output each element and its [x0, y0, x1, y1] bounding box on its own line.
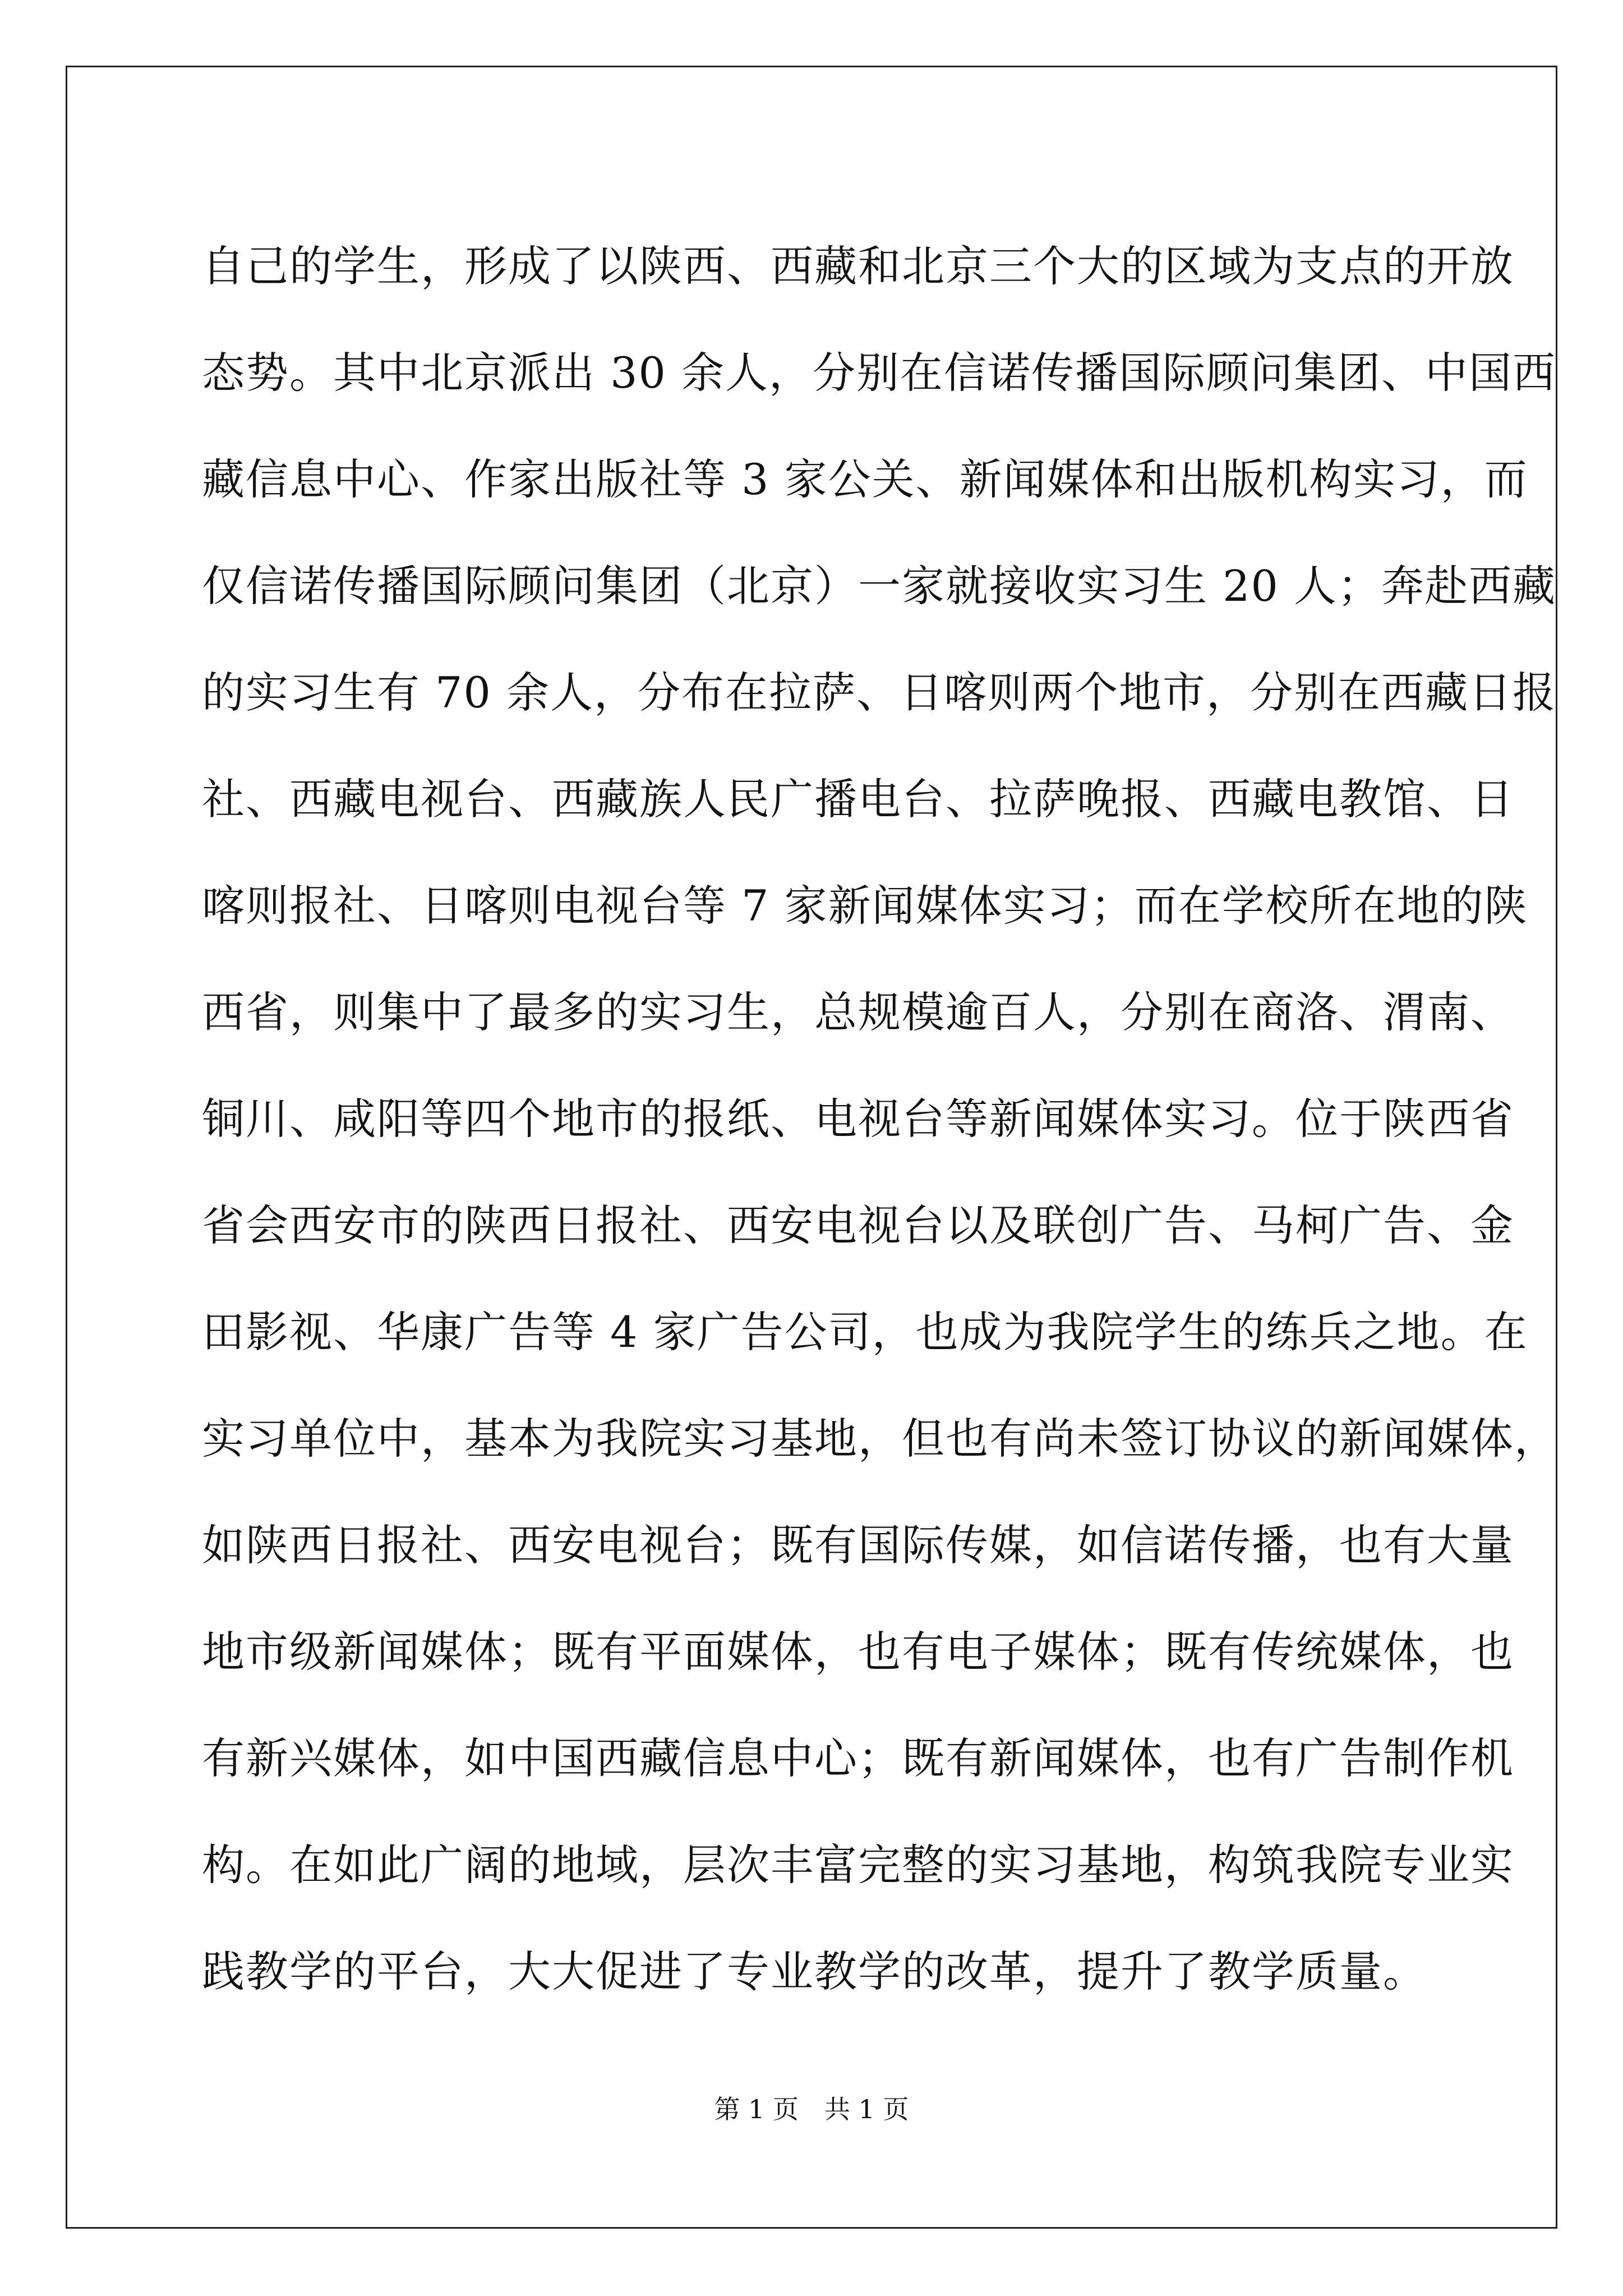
- text-line: 践教学的平台，大大促进了专业教学的改革，提升了教学质量。: [202, 1947, 1427, 1996]
- text-line: 仅信诺传播国际顾问集团（北京）一家就接收实习生 20 人；奔赴西藏: [202, 561, 1557, 611]
- text-line: 实习单位中，基本为我院实习基地，但也有尚未签订协议的新闻媒体，: [202, 1414, 1558, 1464]
- text-line: 自己的学生，形成了以陕西、西藏和北京三个大的区域为支点的开放: [202, 241, 1514, 291]
- text-line: 喀则报社、日喀则电视台等 7 家新闻媒体实习；而在学校所在地的陕: [202, 881, 1528, 931]
- text-line: 铜川、咸阳等四个地市的报纸、电视台等新闻媒体实习。位于陕西省: [202, 1094, 1514, 1144]
- text-line: 省会西安市的陕西日报社、西安电视台以及联创广告、马柯广告、金: [202, 1200, 1514, 1250]
- text-line: 态势。其中北京派出 30 余人，分别在信诺传播国际顾问集团、中国西: [202, 348, 1557, 398]
- page-footer: 第 1 页 共 1 页: [714, 2094, 909, 2124]
- text-line: 田影视、华康广告等 4 家广告公司，也成为我院学生的练兵之地。在: [202, 1307, 1528, 1357]
- text-line: 如陕西日报社、西安电视台；既有国际传媒，如信诺传播，也有大量: [202, 1520, 1514, 1570]
- text-line: 构。在如此广阔的地域，层次丰富完整的实习基地，构筑我院专业实: [202, 1840, 1514, 1890]
- text-line: 藏信息中心、作家出版社等 3 家公关、新闻媒体和出版机构实习，而: [202, 454, 1528, 504]
- text-line: 地市级新闻媒体；既有平面媒体，也有电子媒体；既有传统媒体，也: [202, 1627, 1514, 1677]
- text-line: 社、西藏电视台、西藏族人民广播电台、拉萨晚报、西藏电教馆、日: [202, 774, 1514, 824]
- text-line: 的实习生有 70 余人，分布在拉萨、日喀则两个地市，分别在西藏日报: [202, 668, 1557, 717]
- document-body: [202, 213, 1558, 2025]
- text-line: 有新兴媒体，如中国西藏信息中心；既有新闻媒体，也有广告制作机: [202, 1733, 1514, 1783]
- text-line: 西省，则集中了最多的实习生，总规模逾百人，分别在商洛、渭南、: [202, 987, 1514, 1037]
